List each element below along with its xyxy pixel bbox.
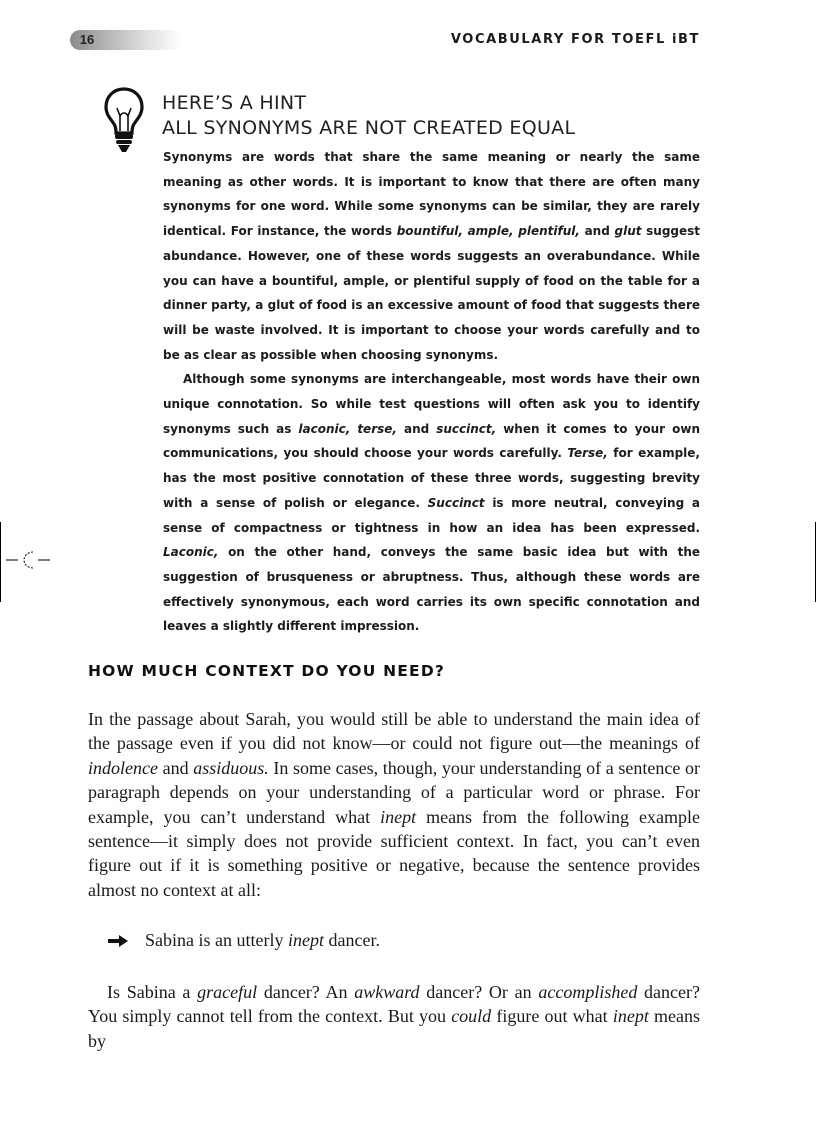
section-heading: HOW MUCH CONTEXT DO YOU NEED?: [88, 662, 446, 680]
hint-title: [162, 91, 722, 141]
running-head: VOCABULARY FOR TOEFL iBT: [450, 32, 700, 47]
registration-mark-icon: [6, 548, 50, 572]
page-number-tab: [70, 30, 182, 50]
body-paragraph-2: Is Sabina a graceful dancer? An awkward dancer? Or an accomplished dancer? You simply cannot tell from the context. But you could figure out what inept means by: [88, 982, 700, 1051]
crop-mark-left: [0, 522, 1, 602]
body-paragraph-1: In the passage about Sarah, you would still be able to understand the main idea of the passage even if you did not know—or could not figure out—the meanings of indolence and assiduous. In some cases, though, your understanding of a sentence or paragraph depends on your understanding of a particular word or phrase. For example, you can’t understand what inept means from the following example sentence—it simply does not provide sufficient context. In fact, you can’t even figure out if it is something positive or negative, because the sentence provides almost no context at all:: [88, 709, 700, 900]
hint-title-line-2: ALL SYNONYMS ARE NOT CREATED EQUAL: [162, 117, 576, 139]
example-sentence: Sabina is an utterly inept dancer.: [107, 930, 380, 951]
lightbulb-icon: [104, 86, 144, 154]
page-number: 16: [79, 32, 95, 47]
hint-paragraph-1: Synonyms are words that share the same meaning or nearly the same meaning as other words. It is important to know that there are often many synonyms for one word. While some synonyms can be similar, they are rarely identical. For instance, the words bountiful, ample, plentiful, and glut suggest abundance. However, one of these words suggests an overabundance. While you can have a bountiful, ample, or plentiful supply of food on the table for a dinner party, a glut of food is an excessive amount of food that suggests there will be waste involved. It is important to choose your words carefully and to be as clear as possible when choosing synonyms.: [163, 150, 701, 362]
hint-body: [163, 145, 700, 639]
hint-title-line-1: HERE’S A HINT: [162, 92, 307, 114]
hint-paragraph-2: Although some synonyms are interchangeable, most words have their own unique connotation. So while test questions will often ask you to identify synonyms such as laconic, terse, and succinct, when it comes to your own communications, you should choose your words carefully. Terse, for example, has the most positive connotation of these three words, suggesting brevity with a sense of polish or elegance. Succinct is more neutral, conveying a sense of compactness or tightness in how an idea has been expressed. Laconic, on the other hand, conveys the same basic idea but with the suggestion of brusqueness or abruptness. Thus, although these words are effectively synonymous, each word carries its own specific connotation and leaves a slightly different impression.: [163, 372, 701, 634]
arrow-right-icon: [107, 934, 129, 948]
